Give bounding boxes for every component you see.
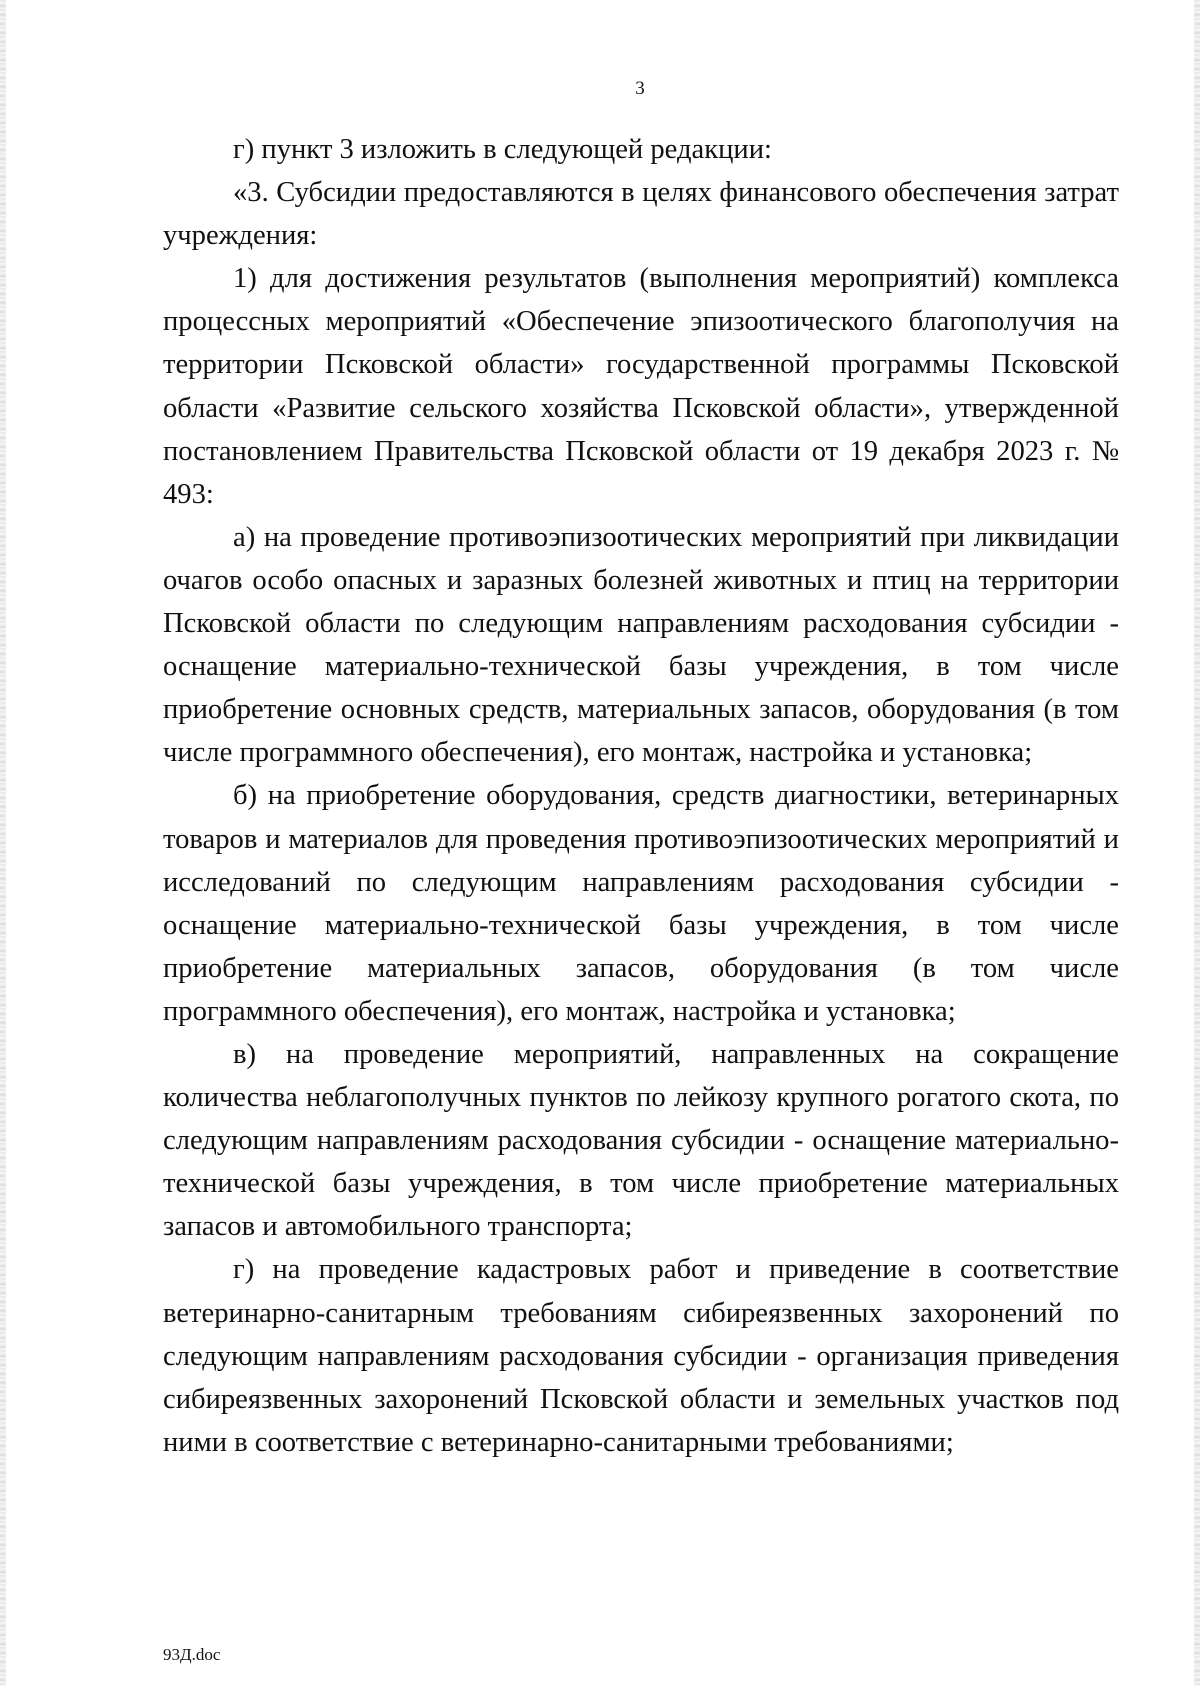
scan-edge-left xyxy=(0,0,6,1686)
paragraph-item-1: 1) для достижения результатов (выполнения мероприятий) комплекса процессных мероприятий «Обеспечение эпизоотического благополучия на территории Псковской области» государственной программы Псковской области «Развитие сельского хозяйства Псковской области», утвержденной постановлением Правительства Псковской области от 19 декабря 2023 г. № 493: xyxy=(163,263,1119,510)
paragraph-clause-3: «3. Субсидии предоставляются в целях финансового обеспечения затрат учреждения: xyxy=(163,177,1119,252)
paragraph-item-v: в) на проведение мероприятий, направленных на сокращение количества неблагополучных пунктов по лейкозу крупного рогатого скота, по следующим направлениям расходования субсидии - оснащение материально-технической базы учреждения, в том числе приобретение материальных запасов и автомобильного транспорта; xyxy=(163,1038,1119,1243)
page-number: 3 xyxy=(635,78,645,99)
document-body xyxy=(163,128,1119,1464)
paragraph-item-a: а) на проведение противоэпизоотических мероприятий при ликвидации очагов особо опасных и заразных болезней животных и птиц на территории Псковской области по следующим направлениям расходования субсидии - оснащение материально-технической базы учреждения, в том числе приобретение основных средств, материальных запасов, оборудования (в том числе программного обеспечения), его монтаж, настройка и установка; xyxy=(163,521,1119,769)
paragraph-item-b: б) на приобретение оборудования, средств диагностики, ветеринарных товаров и материалов для проведения противоэпизоотических мероприятий и исследований по следующим направлениям расходования субсидии - оснащение материально-технической базы учреждения, в том числе приобретение материальных запасов, оборудования (в том числе программного обеспечения), его монтаж, настройка и установка; xyxy=(163,780,1119,1027)
file-name-footer: 93Д.doc xyxy=(163,1645,221,1664)
paragraph-item-g: г) на проведение кадастровых работ и приведение в соответствие ветеринарно-санитарным требованиям сибиреязвенных захоронений по следующим направлениям расходования субсидии - организация приведения сибиреязвенных захоронений Псковской области и земельных участков под ними в соответствие с ветеринарно-санитарными требованиями; xyxy=(163,1254,1119,1458)
scan-edge-right xyxy=(1194,0,1200,1686)
paragraph-intro: г) пункт 3 изложить в следующей редакции: xyxy=(233,134,772,165)
